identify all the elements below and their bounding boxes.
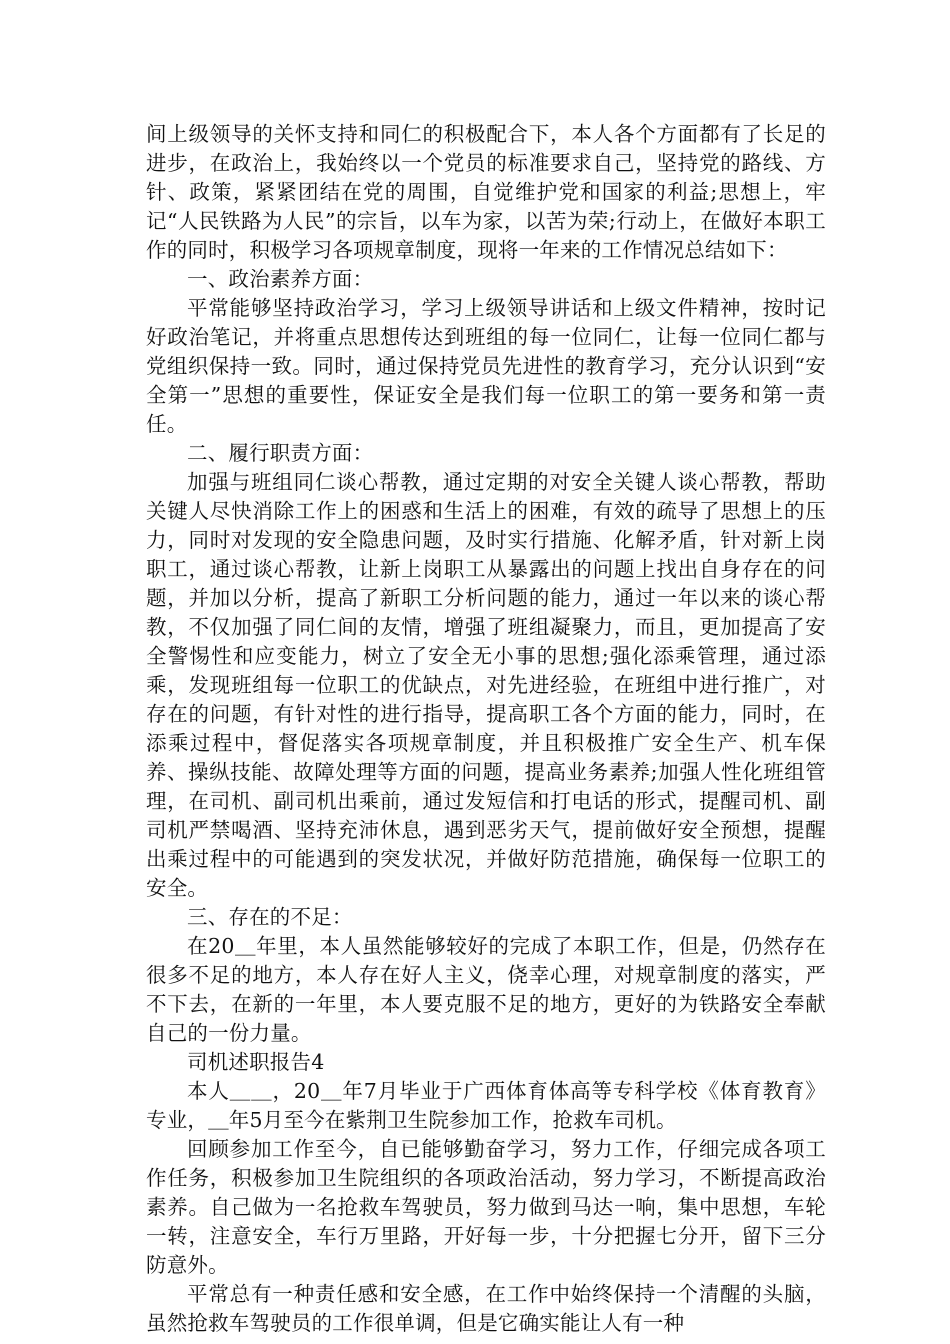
paragraph-shortcomings: 在20＿年里，本人虽然能够较好的完成了本职工作，但是，仍然存在很多不足的地方，本人存在好人主义，侥幸心理，对规章制度的落实，严不下去，在新的一年里，本人要克服不足的地方，更好的为铁路安全奉献自己的一份力量。 bbox=[146, 934, 826, 1045]
paragraph-responsibility: 平常总有一种责任感和安全感，在工作中始终保持一个清醒的头脑，虽然抢救车驾驶员的工作很单调，但是它确实能让人有一种 bbox=[146, 1282, 826, 1335]
section-heading-political: 一、政治素养方面： bbox=[187, 267, 374, 291]
section-heading-duties: 二、履行职责方面： bbox=[187, 441, 374, 465]
paragraph-self-intro: 本人＿＿，20＿年7月毕业于广西体育体高等专科学校《体育教育》专业，＿年5月至今在紫荆卫生院参加工作，抢救车司机。 bbox=[146, 1079, 826, 1132]
paragraph-review: 回顾参加工作至今，自已能够勤奋学习，努力工作，仔细完成各项工作任务，积极参加卫生院组织的各项政治活动，努力学习，不断提高政治素养。自己做为一名抢救车驾驶员，努力做到马达一响，集中思想，车轮一转，注意安全，车行万里路，开好每一步，十分把握七分开，留下三分防意外。 bbox=[146, 1137, 826, 1277]
report-title: 司机述职报告4 bbox=[187, 1050, 325, 1074]
intro-paragraph: 间上级领导的关怀支持和同仁的积极配合下，本人各个方面都有了长足的进步，在政治上，我始终以一个党员的标准要求自己，坚持党的路线、方针、政策，紧紧团结在党的周围，自觉维护党和国家的利益;思想上，牢记“人民铁路为人民”的宗旨，以车为家，以苦为荣;行动上，在做好本职工作的同时，积极学习各项规章制度，现将一年来的工作情况总结如下： bbox=[146, 122, 826, 262]
document-body bbox=[146, 120, 826, 1338]
paragraph-political: 平常能够坚持政治学习，学习上级领导讲话和上级文件精神，按时记好政治笔记，并将重点思想传达到班组的每一位同仁，让每一位同仁都与党组织保持一致。同时，通过保持党员先进性的教育学习，充分认识到“安全第一”思想的重要性，保证安全是我们每一位职工的第一要务和第一责任。 bbox=[146, 296, 826, 436]
section-heading-shortcomings: 三、存在的不足： bbox=[187, 905, 353, 929]
paragraph-duties: 加强与班组同仁谈心帮教，通过定期的对安全关键人谈心帮教，帮助关键人尽快消除工作上的困惑和生活上的困难，有效的疏导了思想上的压力，同时对发现的安全隐患问题，及时实行措施、化解矛盾，针对新上岗职工，通过谈心帮教，让新上岗职工从暴露出的问题上找出自身存在的问题，并加以分析，提高了新职工分析问题的能力，通过一年以来的谈心帮教，不仅加强了同仁间的友情，增强了班组凝聚力，而且，更加提高了安全警惕性和应变能力，树立了安全无小事的思想;强化添乘管理，通过添乘，发现班组每一位职工的优缺点，对先进经验，在班组中进行推广，对存在的问题，有针对性的进行指导，提高职工各个方面的能力，同时，在添乘过程中，督促落实各项规章制度，并且积极推广安全生产、机车保养、操纵技能、故障处理等方面的问题，提高业务素养;加强人性化班组管理，在司机、副司机出乘前，通过发短信和打电话的形式，提醒司机、副司机严禁喝酒、坚持充沛休息，遇到恶劣天气，提前做好安全预想，提醒出乘过程中的可能遇到的突发状况，并做好防范措施，确保每一位职工的安全。 bbox=[146, 470, 826, 900]
